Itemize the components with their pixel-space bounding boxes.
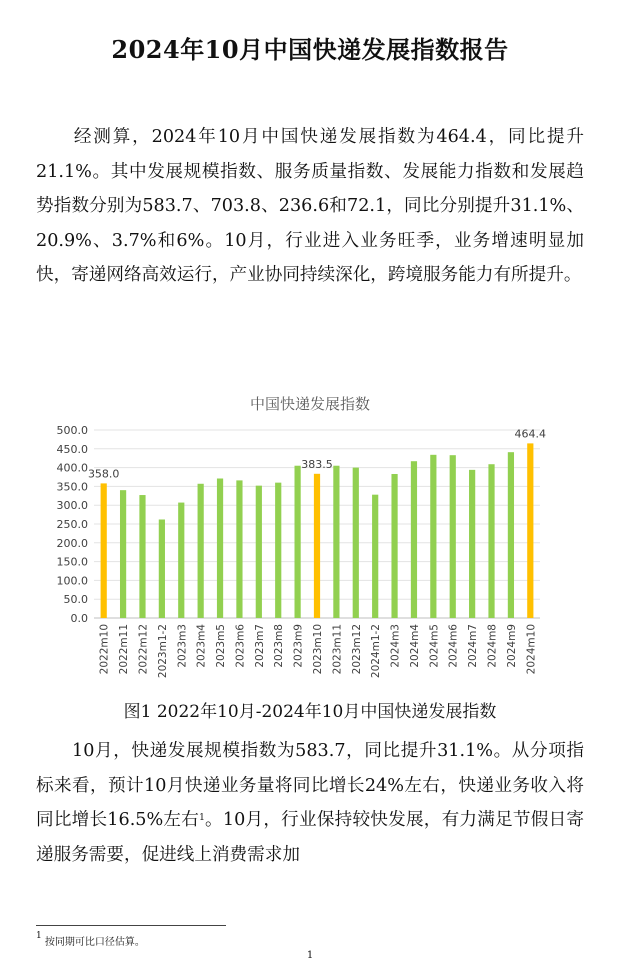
x-tick-label: 2023m6 — [234, 624, 247, 668]
x-tick-label: 2024m3 — [389, 624, 402, 668]
bar — [198, 484, 204, 618]
footnote-divider — [36, 925, 226, 926]
express-index-bar-chart — [40, 410, 560, 690]
bar — [178, 503, 184, 618]
x-tick-label: 2023m5 — [215, 624, 228, 668]
x-tick-label: 2022m11 — [118, 624, 131, 675]
chart-title: 中国快递发展指数 — [249, 395, 370, 413]
bar — [139, 495, 145, 618]
y-tick-label: 0.0 — [70, 612, 88, 625]
x-tick-label: 2022m12 — [137, 624, 150, 675]
y-tick-label: 200.0 — [56, 536, 88, 550]
bar — [275, 483, 281, 618]
x-tick-label: 2023m4 — [195, 624, 208, 668]
bar — [314, 474, 320, 618]
y-tick-label: 400.0 — [56, 461, 88, 475]
bar — [372, 495, 378, 618]
bar — [527, 443, 533, 618]
bar — [333, 466, 339, 618]
bar — [508, 452, 514, 618]
bar — [159, 519, 165, 618]
x-tick-label: 2024m6 — [447, 624, 460, 668]
bar — [295, 466, 301, 618]
x-tick-label: 2023m11 — [331, 624, 344, 675]
paragraph-scale-text-a: 10月，快递发展规模指数为583.7，同比提升31.1%。从分项指标来看，预计10月快递业务量将同比增长24%左右，快递业务收入将同比增长16.5%左右 — [36, 741, 584, 831]
bar — [236, 480, 242, 618]
bar — [353, 468, 359, 618]
x-tick-label: 2023m3 — [176, 624, 189, 668]
footnote-reference[interactable]: 1 — [199, 813, 205, 824]
bar — [391, 474, 397, 618]
x-tick-label: 2023m12 — [350, 624, 363, 675]
bar — [256, 486, 262, 618]
paragraph-summary-text: 经测算，2024年10月中国快递发展指数为464.4，同比提升21.1%。其中发展规模指数、服务质量指数、发展能力指数和发展趋势指数分别为583.7、703.8、236.6和72.1，同比分别提升31.1%、20.9%、3.7%和6%。10月，行业进入业务旺季，业务增速明显加快，寄递网络高效运行，产业协同持续深化，跨境服务能力有所提升。 — [36, 127, 584, 286]
y-tick-label: 250.0 — [56, 518, 88, 531]
y-tick-label: 350.0 — [56, 480, 88, 494]
footnote-text: 按同期可比口径估算。 — [44, 937, 145, 948]
figure-caption: 图1 2022年10月-2024年10月中国快递发展指数 — [123, 702, 497, 722]
bar — [120, 490, 126, 618]
x-tick-label: 2023m8 — [273, 624, 286, 668]
data-label: 383.5 — [301, 457, 333, 471]
data-label: 358.0 — [87, 467, 120, 481]
x-tick-label: 2024m7 — [467, 624, 480, 668]
x-tick-label: 2023m1-2 — [156, 624, 169, 679]
x-tick-label: 2023m10 — [312, 624, 324, 675]
bar — [101, 483, 107, 618]
x-tick-label: 2024m9 — [505, 624, 518, 668]
paragraph-scale — [36, 734, 584, 872]
y-tick-label: 450.0 — [56, 442, 88, 456]
x-tick-label: 2022m10 — [98, 624, 111, 675]
footnote-mark: 1 — [36, 931, 42, 941]
document-title: 2024年10月中国快递发展指数报告 — [111, 35, 509, 64]
y-tick-label: 50.0 — [63, 593, 88, 607]
y-tick-label: 100.0 — [56, 574, 88, 588]
bar — [450, 455, 456, 618]
x-tick-label: 2023m9 — [292, 624, 305, 668]
bar — [469, 470, 475, 618]
bar — [430, 455, 436, 618]
page-number: 1 — [306, 950, 314, 961]
x-tick-label: 2024m1-2 — [370, 624, 383, 679]
x-tick-label: 2024m10 — [525, 624, 538, 675]
x-tick-label: 2024m4 — [408, 624, 421, 668]
footnote — [36, 933, 145, 948]
bar — [217, 479, 223, 618]
bar — [411, 461, 417, 618]
paragraph-scale-text-b: 。10月，行业保持较快发展，有力满足节假日寄递服务需要，促进线上消费需求加 — [36, 810, 584, 865]
paragraph-summary — [36, 120, 584, 293]
x-tick-label: 2023m7 — [253, 624, 266, 668]
data-label: 464.4 — [514, 427, 547, 441]
bar — [488, 464, 494, 618]
y-tick-label: 150.0 — [56, 555, 88, 569]
y-tick-label: 500.0 — [56, 424, 88, 437]
x-tick-label: 2024m5 — [428, 624, 441, 668]
x-tick-label: 2024m8 — [486, 624, 499, 668]
y-tick-label: 300.0 — [56, 499, 88, 513]
